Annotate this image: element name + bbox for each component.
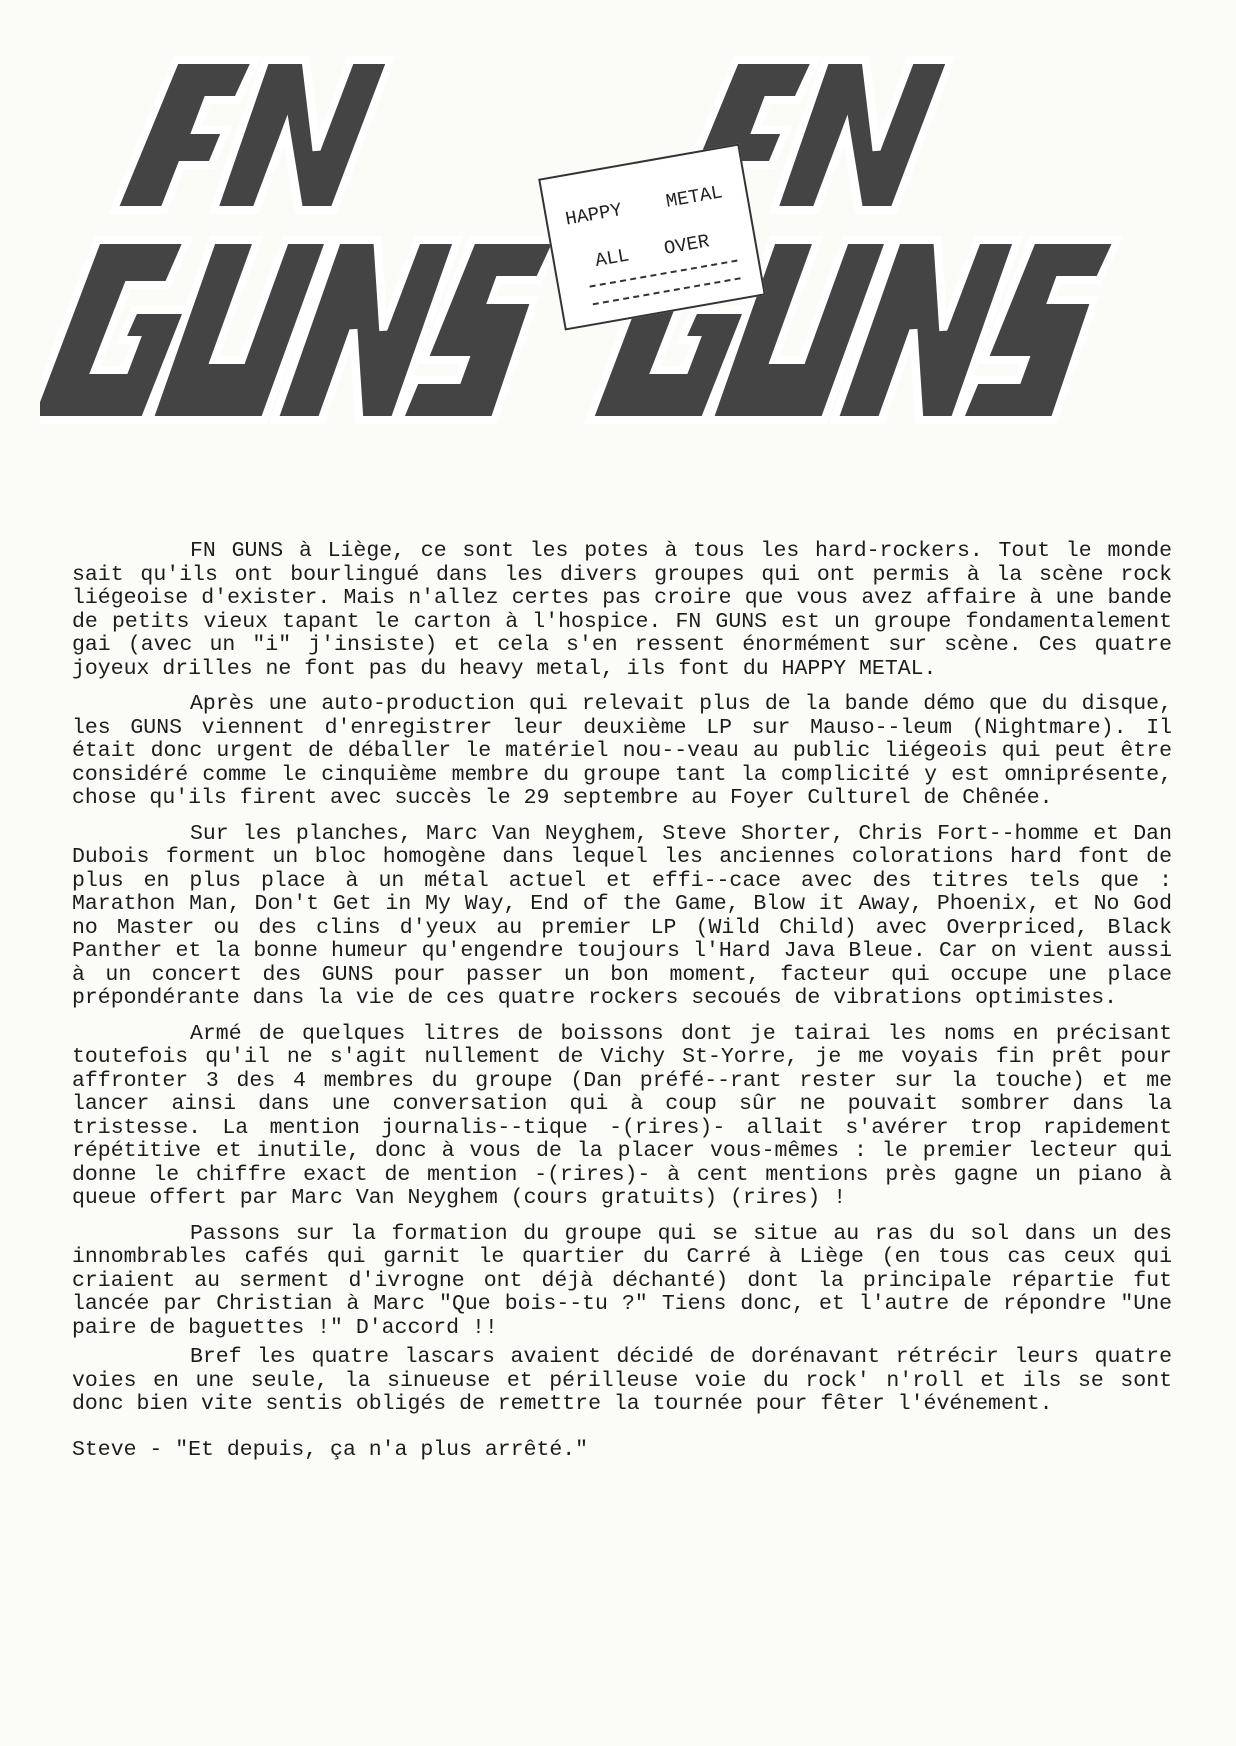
article-paragraph: FN GUNS à Liège, ce sont les potes à tous les hard-rockers. Tout le monde sait qu'ils ont bourlingué dans les divers groupes qui ont permis à la scène rock liégeoise d'exister. Mais n'allez certes pas croire que vous avez affaire à une bande de petits vieux tapant le carton à l'hospice. FN GUNS est un groupe fondamentalement gai (avec un "i" j'insiste) et cela s'en ressent énormément sur scène. Ces quatre joyeux drilles ne font pas du heavy metal, ils font du HAPPY METAL. [72, 539, 1172, 681]
card-word-over: OVER [662, 230, 712, 260]
article-paragraph: Après une auto-production qui relevait plus de la bande démo que du disque, les GUNS viennent d'enregistrer leur deuxième LP sur Mauso--leum (Nightmare). Il était donc urgent de déballer le matériel nou--veau au public liégeois qui peut être considéré comme le cinquième membre du groupe tant la complicité y est omniprésente, chose qu'ils firent avec succès le 29 septembre au Foyer Culturel de Chênée. [72, 692, 1172, 810]
article-paragraph: Armé de quelques litres de boissons dont je tairai les noms en précisant toutefois qu'il ne s'agit nullement de Vichy St-Yorre, je me voyais fin prêt pour affronter 3 des 4 membres du groupe (Dan préfé--rant rester sur la touche) et me lancer ainsi dans une conversation qui à coup sûr ne pouvait sombrer dans la tristesse. La mention journalis--tique -(rires)- allait s'avérer trop rapidement répétitive et inutile, donc à vous de la placer vous-mêmes : le premier lecteur qui donne le chiffre exact de mention -(rires)- à cent mentions près gagne un piano à queue offert par Marc Van Neyghem (cours gratuits) (rires) ! [72, 1021, 1172, 1210]
article-paragraph: Sur les planches, Marc Van Neyghem, Steve Shorter, Chris Fort--homme et Dan Dubois forment un bloc homogène dans lequel les anciennes colorations hard font de plus en plus place à un métal actuel et effi--cace avec des titres tels que : Marathon Man, Don't Get in My Way, End of the Game, Blow it Away, Phoenix, et No God no Master ou des clins d'yeux au premier LP (Wild Child) avec Overpriced, Black Panther et la bonne humeur qu'engendre toujours l'Hard Java Bleue. Car on vient aussi à un concert des GUNS pour passer un bon moment, facteur qui occupe une place prépondérante dans la vie de ces quatre rockers secoués de vibrations optimistes. [72, 821, 1172, 1010]
article-body [72, 540, 1172, 1474]
card-word-metal: METAL [664, 181, 725, 213]
closing-quote: Steve - "Et depuis, ça n'a plus arrêté." [72, 1437, 589, 1462]
card-word-happy: HAPPY [563, 198, 624, 231]
article-paragraph: Bref les quatre lascars avaient décidé de dorénavant rétrécir leurs quatre voies en une seule, la sinueuse et périlleuse voie du rock' n'roll et ils se sont donc bien vite sentis obligés de remettre la tournée pour fêter l'événement. [72, 1345, 1172, 1416]
article-paragraph: Passons sur la formation du groupe qui se situe au ras du sol dans un des innombrables cafés qui garnit le quartier du Carré à Liège (en tous cas ceux qui criaient au serment d'ivrogne ont déjà déchanté) dont la principale répartie fut lancée par Christian à Marc "Que bois--tu ?" Tiens donc, et l'autre de répondre "Une paire de baguettes !" D'accord !! [72, 1221, 1172, 1340]
header-logos [40, 20, 1190, 540]
card-word-all: ALL [593, 244, 631, 273]
